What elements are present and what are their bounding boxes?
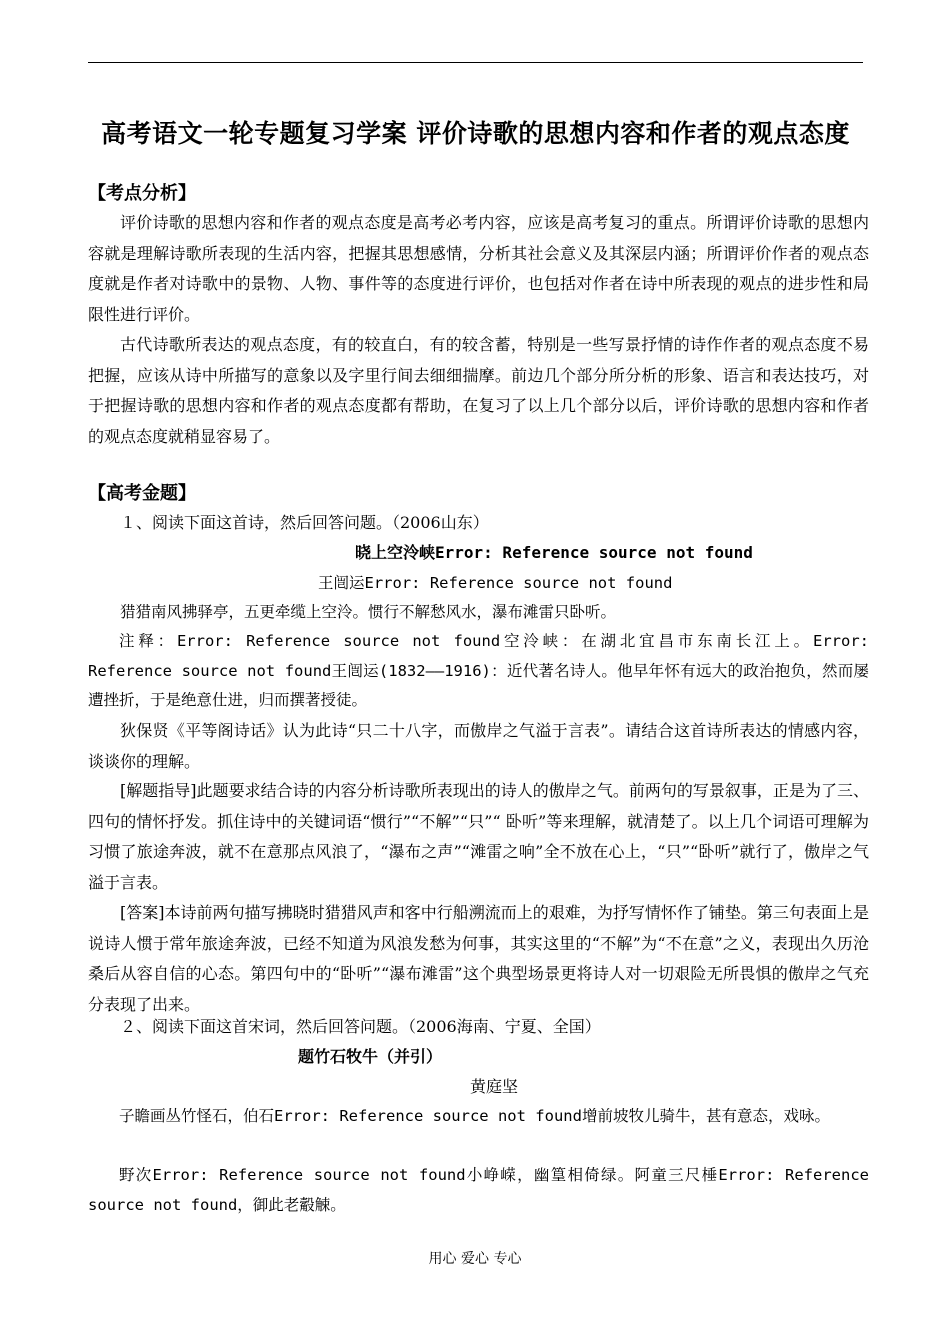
header-rule [88, 62, 863, 63]
document-title: 高考语文一轮专题复习学案 评价诗歌的思想内容和作者的观点态度 [101, 119, 850, 148]
poem-2-text: 野次Error: Reference source not found小峥嵘，幽篁相倚绿。阿童三尺棰Error: Reference source not found，御此老觳觫。 [88, 1166, 869, 1214]
poem-1-text: 猎猎南风拂驿亭，五更牵缆上空泠。惯行不解愁风水，瀑布滩雷只卧听。 [120, 603, 617, 621]
question-1-text: 狄保贤《平等阁诗话》认为此诗“只二十八字，而傲岸之气溢于言表”。请结合这首诗所表达的情感内容，谈谈你的理解。 [88, 721, 869, 771]
poem-2-author: 黄庭坚 [470, 1077, 519, 1096]
question-1-prompt: １、阅读下面这首诗，然后回答问题。（2006山东） [120, 513, 489, 532]
poem-1-note: 注释：Error: Reference source not found空泠峡：在湖北宜昌市东南长江上。Error: Reference source not found王闿运(1832——1916)：近代著名诗人。他早年怀有远大的政治抱负，然而屡遭挫折，于是绝意仕进，归而撰著授徒。 [88, 632, 869, 709]
poem-2-intro: 子瞻画丛竹怪石，伯石Error: Reference source not found增前坡牧儿骑牛，甚有意态，戏咏。 [119, 1107, 830, 1125]
poem-1-title: 晓上空泠峡Error: Reference source not found [355, 543, 753, 562]
question-2-prompt: ２、阅读下面这首宋词，然后回答问题。（2006海南、宁夏、全国） [120, 1017, 601, 1036]
analysis-paragraph-1: 评价诗歌的思想内容和作者的观点态度是高考必考内容，应该是高考复习的重点。所谓评价诗歌的思想内容就是理解诗歌所表现的生活内容，把握其思想感情，分析其社会意义及其深层内涵；所谓评价作者的观点态度就是作者对诗歌中的景物、人物、事件等的态度进行评价，也包括对作者在诗中所表现的观点的进步性和局限性进行评价。 [88, 213, 869, 324]
poem-2-title: 题竹石牧牛（并引） [298, 1047, 443, 1066]
section-heading-exam-questions: 【高考金题】 [88, 483, 196, 504]
page-footer: 用心 爱心 专心 [428, 1251, 522, 1267]
poem-1-author: 王闿运Error: Reference source not found [318, 574, 673, 592]
analysis-paragraph-2: 古代诗歌所表达的观点态度，有的较直白，有的较含蓄，特别是一些写景抒情的诗作作者的观点态度不易把握，应该从诗中所描写的意象以及字里行间去细细揣摩。前边几个部分所分析的形象、语言和表达技巧，对于把握诗歌的思想内容和作者的观点态度都有帮助，在复习了以上几个部分以后，评价诗歌的思想内容和作者的观点态度就稍显容易了。 [88, 335, 869, 446]
section-heading-analysis: 【考点分析】 [88, 183, 196, 204]
question-1-guide: [解题指导]此题要求结合诗的内容分析诗歌所表现出的诗人的傲岸之气。前两句的写景叙事，正是为了三、四句的情怀抒发。抓住诗中的关键词语“惯行”“不解”“只”“ 卧听”等来理解，就清楚了。以上几个词语可理解为习惯了旅途奔波，就不在意那点风浪了，“瀑布之声”“滩雷之响”全不放在心上，“只”“卧听”就行了，傲岸之气溢于言表。 [88, 781, 869, 892]
question-1-answer: [答案]本诗前两句描写拂晓时猎猎风声和客中行船溯流而上的艰难，为抒写情怀作了铺垫。第三句表面上是说诗人惯于常年旅途奔波，已经不知道为风浪发愁为何事，其实这里的“不解”为“不在意”之义，表现出久历沧桑后从容自信的心态。第四句中的“卧听”“瀑布滩雷”这个典型场景更将诗人对一切艰险无所畏惧的傲岸之气充分表现了出来。 [88, 903, 869, 1014]
